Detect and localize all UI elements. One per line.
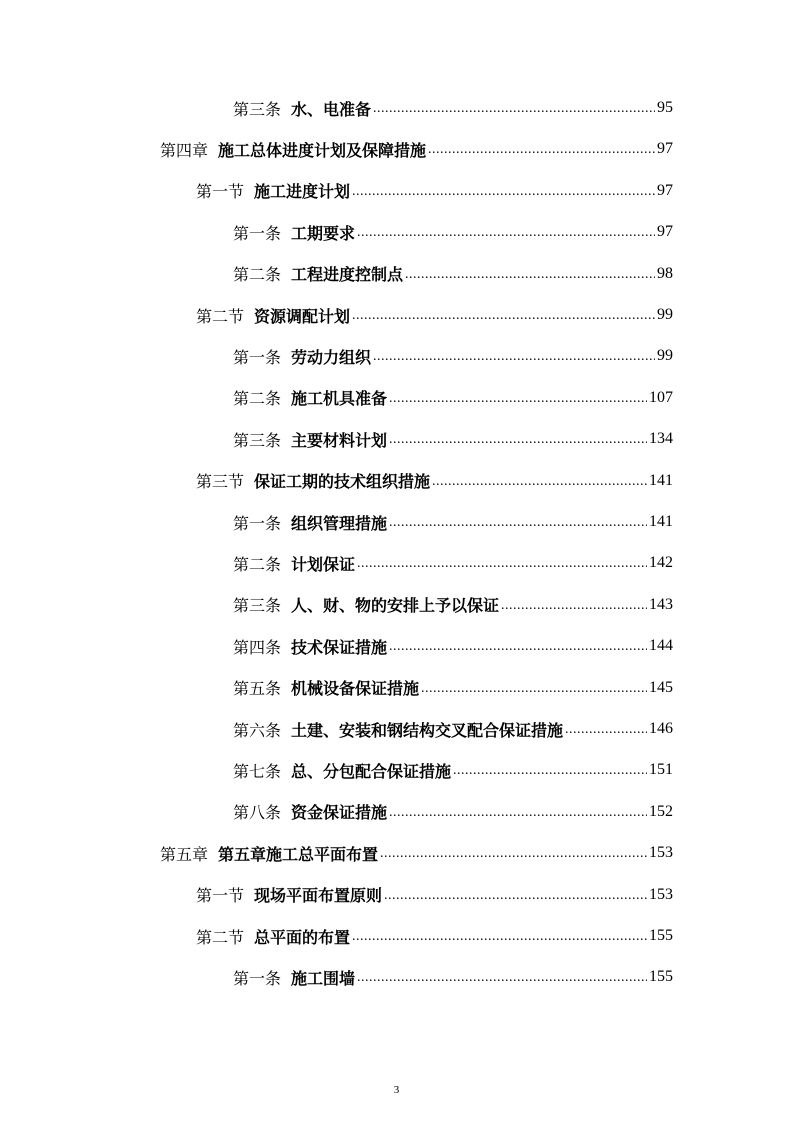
toc-entry-label: 第四条 bbox=[233, 637, 282, 657]
toc-entry-page: 99 bbox=[657, 347, 673, 365]
toc-entry[interactable] bbox=[160, 129, 673, 169]
toc-entry[interactable] bbox=[233, 709, 673, 749]
toc-entry-title: 人、财、物的安排上予以保证 bbox=[291, 596, 500, 616]
dot-leader bbox=[421, 678, 647, 698]
toc-entry-title: 主要材料计划 bbox=[291, 430, 388, 450]
toc-entry-label: 第四章 bbox=[160, 140, 209, 160]
toc-entry[interactable] bbox=[233, 502, 673, 542]
dot-leader bbox=[405, 264, 655, 284]
toc-entry-page: 134 bbox=[649, 430, 673, 448]
toc-entry[interactable] bbox=[233, 88, 673, 128]
toc-entry-label: 第二条 bbox=[233, 389, 282, 409]
toc-entry-page: 144 bbox=[649, 637, 673, 655]
toc-entry-title: 施工进度计划 bbox=[254, 182, 351, 202]
toc-entry-label: 第三条 bbox=[233, 99, 282, 119]
toc-entry-page: 153 bbox=[649, 885, 673, 903]
toc-entry-page: 153 bbox=[649, 844, 673, 862]
toc-entry-page: 141 bbox=[649, 471, 673, 489]
toc-entry-label: 第二条 bbox=[233, 554, 282, 574]
toc-entry-title: 劳动力组织 bbox=[291, 347, 372, 367]
dot-leader bbox=[389, 429, 647, 449]
toc-entry[interactable] bbox=[233, 336, 673, 376]
toc-entry-label: 第一节 bbox=[196, 182, 245, 202]
dot-leader bbox=[352, 926, 647, 946]
toc-entry-title: 资源调配计划 bbox=[254, 306, 351, 326]
dot-leader bbox=[380, 843, 647, 863]
toc-entry-title: 施工围墙 bbox=[291, 968, 356, 988]
toc-entry[interactable] bbox=[233, 419, 673, 459]
toc-entry-label: 第五条 bbox=[233, 679, 282, 699]
dot-leader bbox=[373, 98, 655, 118]
toc-entry-page: 145 bbox=[649, 678, 673, 696]
toc-entry-page: 99 bbox=[657, 306, 673, 323]
toc-entry-title: 第五章施工总平面布置 bbox=[218, 844, 379, 864]
toc-entry-label: 第一条 bbox=[233, 347, 282, 367]
toc-entry-label: 第二节 bbox=[196, 927, 245, 947]
toc-entry-title: 保证工期的技术组织措施 bbox=[254, 472, 431, 492]
toc-entry[interactable] bbox=[233, 668, 673, 708]
toc-entry-label: 第三节 bbox=[196, 472, 245, 492]
toc-entry-label: 第七条 bbox=[233, 761, 282, 781]
toc-entry-title: 资金保证措施 bbox=[291, 803, 388, 823]
toc-entry[interactable] bbox=[233, 792, 673, 832]
toc-entry-title: 土建、安装和钢结构交叉配合保证措施 bbox=[291, 720, 564, 740]
toc-entry[interactable] bbox=[196, 916, 673, 956]
toc-entry[interactable] bbox=[233, 750, 673, 790]
toc-entry-page: 107 bbox=[649, 388, 673, 406]
toc-entry-title: 水、电准备 bbox=[291, 99, 372, 119]
dot-leader bbox=[352, 181, 655, 201]
toc-entry-page: 97 bbox=[657, 181, 673, 199]
dot-leader bbox=[501, 595, 647, 615]
toc-entry-page: 95 bbox=[657, 99, 673, 116]
toc-entry-page: 97 bbox=[657, 140, 673, 158]
toc-entry[interactable] bbox=[196, 171, 673, 211]
toc-entry[interactable] bbox=[233, 254, 673, 294]
dot-leader bbox=[565, 719, 647, 739]
toc-entry[interactable] bbox=[233, 626, 673, 666]
toc-entry-label: 第一条 bbox=[233, 968, 282, 988]
toc-entry-title: 现场平面布置原则 bbox=[254, 886, 383, 906]
toc-entry-title: 机械设备保证措施 bbox=[291, 679, 420, 699]
toc-entry-page: 151 bbox=[649, 761, 673, 779]
toc-entry-label: 第一条 bbox=[233, 223, 282, 243]
toc-entry-page: 143 bbox=[649, 595, 673, 613]
dot-leader bbox=[428, 139, 655, 159]
dot-leader bbox=[357, 222, 655, 242]
toc-entry-title: 技术保证措施 bbox=[291, 637, 388, 657]
toc-entry[interactable] bbox=[196, 461, 673, 501]
dot-leader bbox=[389, 636, 647, 656]
toc-entry-page: 141 bbox=[649, 513, 673, 530]
dot-leader bbox=[373, 346, 655, 366]
dot-leader bbox=[432, 471, 647, 491]
toc-entry-title: 施工机具准备 bbox=[291, 389, 388, 409]
toc-entry-title: 组织管理措施 bbox=[291, 513, 388, 533]
dot-leader bbox=[357, 553, 647, 573]
toc-entry-page: 146 bbox=[649, 720, 673, 737]
dot-leader bbox=[352, 305, 655, 325]
toc-entry[interactable] bbox=[233, 585, 673, 625]
toc-entry-page: 155 bbox=[649, 968, 673, 986]
dot-leader bbox=[453, 760, 647, 780]
toc-entry-title: 总、分包配合保证措施 bbox=[291, 761, 452, 781]
toc-entry-title: 施工总体进度计划及保障措施 bbox=[218, 140, 427, 160]
toc-entry-title: 工期要求 bbox=[291, 223, 356, 243]
dot-leader bbox=[357, 967, 647, 987]
toc-entry-page: 155 bbox=[649, 927, 673, 944]
toc-entry[interactable] bbox=[233, 543, 673, 583]
toc-entry-label: 第一节 bbox=[196, 886, 245, 906]
toc-entry-label: 第三条 bbox=[233, 430, 282, 450]
toc-entry[interactable] bbox=[233, 212, 673, 252]
toc-entry-label: 第一条 bbox=[233, 513, 282, 533]
page-number: 3 bbox=[393, 1084, 400, 1096]
dot-leader bbox=[389, 512, 647, 532]
toc-entry[interactable] bbox=[160, 833, 673, 873]
toc-entry-title: 总平面的布置 bbox=[254, 927, 351, 947]
toc-entry-label: 第六条 bbox=[233, 720, 282, 740]
toc-entry[interactable] bbox=[233, 378, 673, 418]
toc-entry-page: 142 bbox=[649, 554, 673, 572]
toc-entry-page: 98 bbox=[657, 264, 673, 282]
dot-leader bbox=[389, 388, 647, 408]
toc-entry[interactable] bbox=[196, 295, 673, 335]
toc-entry-label: 第八条 bbox=[233, 803, 282, 823]
dot-leader bbox=[384, 885, 647, 905]
toc-entry-title: 计划保证 bbox=[291, 554, 356, 574]
toc-entry-label: 第二条 bbox=[233, 265, 282, 285]
toc-entry[interactable] bbox=[233, 957, 673, 997]
dot-leader bbox=[389, 802, 647, 822]
toc-entry-label: 第二节 bbox=[196, 306, 245, 326]
toc-entry-title: 工程进度控制点 bbox=[291, 265, 404, 285]
toc-entry-label: 第五章 bbox=[160, 844, 209, 864]
toc-entry[interactable] bbox=[196, 875, 673, 915]
toc-entry-label: 第三条 bbox=[233, 596, 282, 616]
toc-entry-page: 97 bbox=[657, 223, 673, 241]
toc-entry-page: 152 bbox=[649, 802, 673, 820]
